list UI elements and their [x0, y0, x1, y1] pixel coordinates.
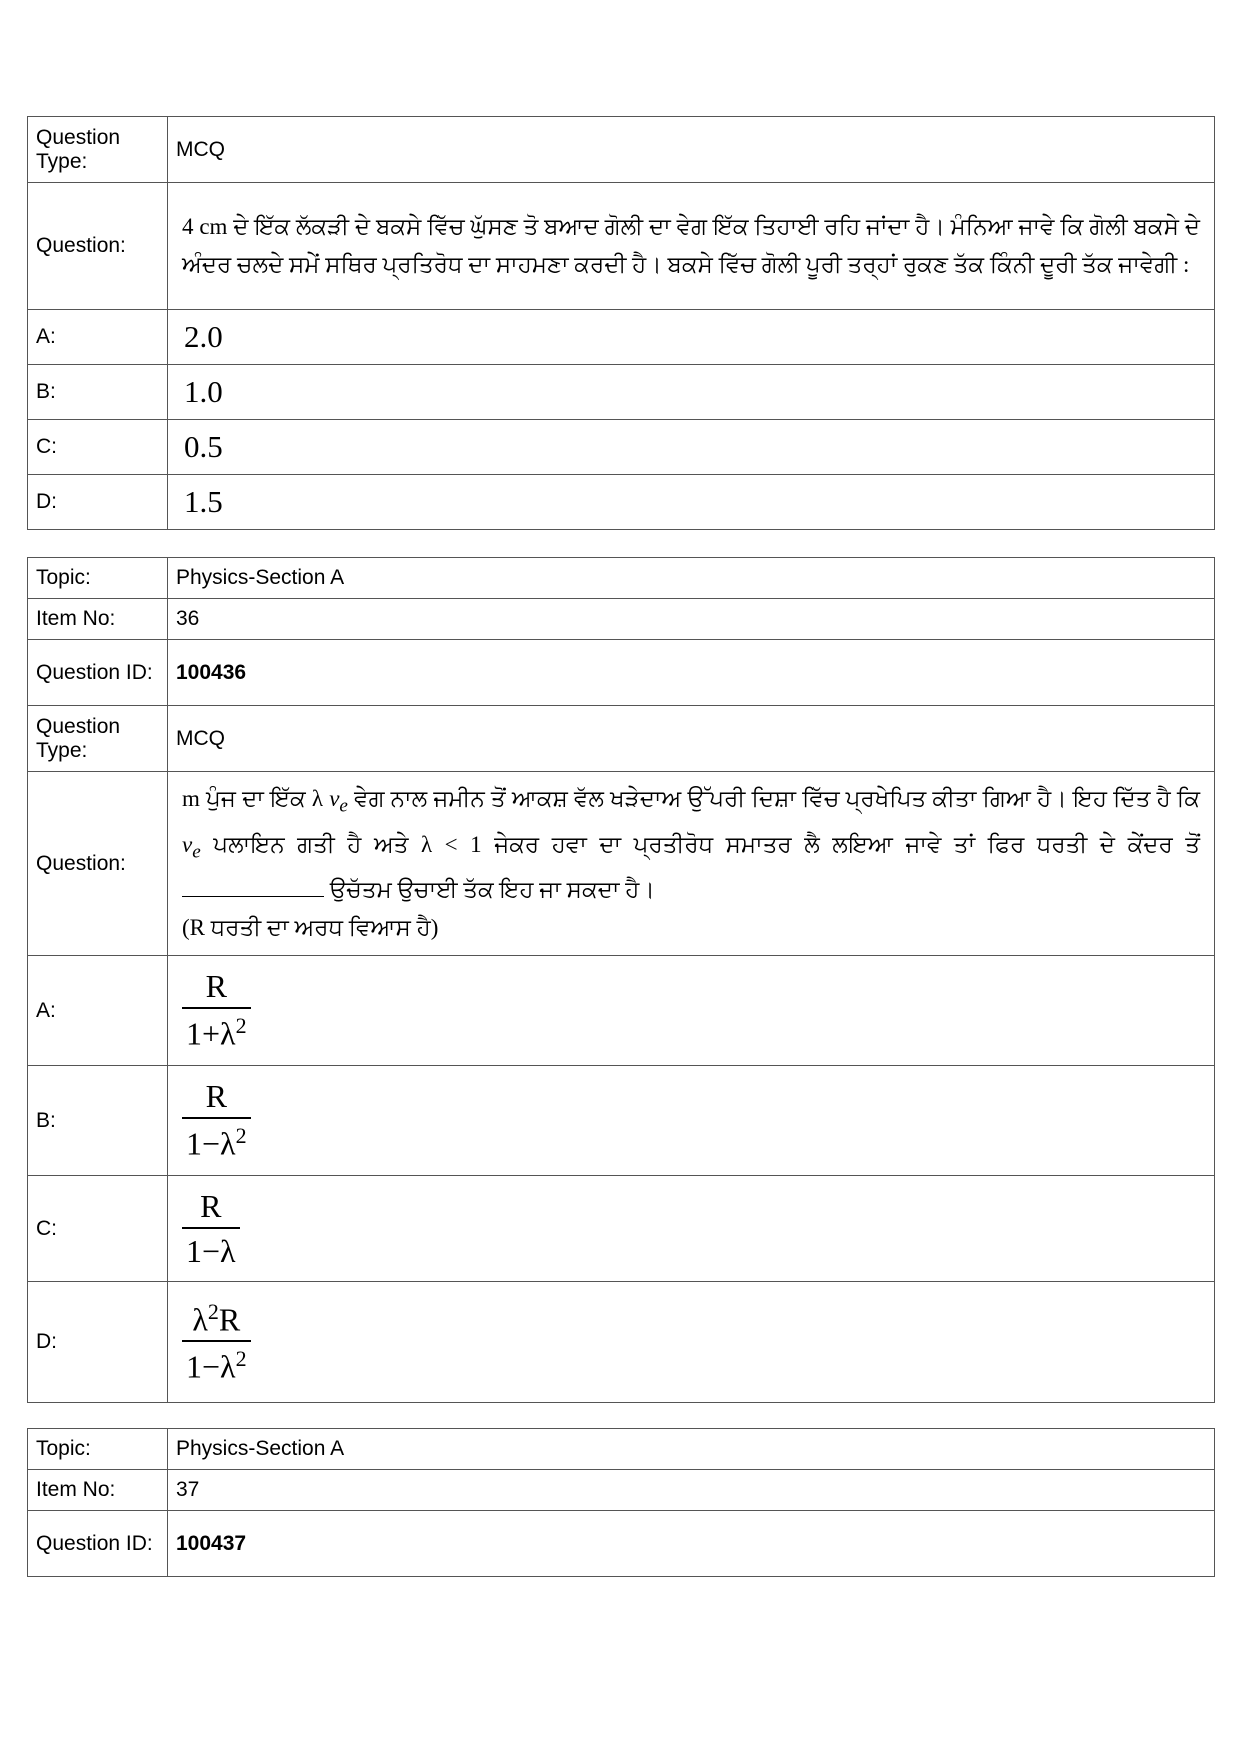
value-topic: Physics-Section A [168, 558, 1215, 599]
label-question: Question: [28, 183, 168, 310]
ve-letter: v [329, 786, 340, 811]
denominator [182, 1007, 251, 1053]
denominator-exponent: 2 [235, 1123, 247, 1149]
row-question-id [28, 1511, 1215, 1577]
ve-symbol [329, 786, 348, 817]
value-question-id: 100437 [168, 1511, 1215, 1577]
label-option-b: B: [28, 365, 168, 420]
row-item-no [28, 1470, 1215, 1511]
numerator [188, 1299, 244, 1341]
row-item-no [28, 599, 1215, 640]
value-question-type: MCQ [168, 706, 1215, 772]
question-table-3 [27, 1428, 1215, 1577]
denominator-exponent: 2 [235, 1013, 247, 1039]
value-question-id: 100436 [168, 640, 1215, 706]
label-question-type: Question Type: [28, 706, 168, 772]
question-table-1 [27, 116, 1215, 530]
ve-subscript: e [339, 795, 348, 817]
value-item-no: 36 [168, 599, 1215, 640]
fraction-d [182, 1299, 251, 1386]
label-item-no: Item No: [28, 599, 168, 640]
label-question-type: Question Type: [28, 117, 168, 183]
label-option-a: A: [28, 956, 168, 1066]
denominator-base: 1−λ [186, 1348, 236, 1385]
label-option-d: D: [28, 475, 168, 530]
label-topic: Topic: [28, 1429, 168, 1470]
denominator-exponent: 2 [235, 1346, 247, 1372]
row-option-d [28, 1282, 1215, 1403]
row-topic [28, 1429, 1215, 1470]
option-a-value: 2.0 [168, 310, 1215, 365]
label-question-id: Question ID: [28, 640, 168, 706]
numerator-exponent: 2 [207, 1298, 219, 1324]
denominator-base: 1+λ [186, 1016, 236, 1053]
numerator: R [205, 1078, 227, 1115]
label-option-a: A: [28, 310, 168, 365]
question-part-3: ਪਲਾਇਨ ਗਤੀ ਹੈ ਅਤੇ λ < 1 ਜੇਕਰ ਹਵਾ ਦਾ ਪ੍ਰਤੀਰੋਧ ਸਮਾਤਰ ਲੈ ਲਇਆ ਜਾਵੇ ਤਾਂ ਫਿਰ ਧਰਤੀ ਦੇ ਕੇਂਦਰ ਤੋਂ [213, 831, 1200, 857]
denominator: 1−λ [182, 1227, 240, 1270]
label-question: Question: [28, 772, 168, 956]
option-d-value: 1.5 [168, 475, 1215, 530]
row-question-type [28, 706, 1215, 772]
option-b-value [168, 1066, 1215, 1176]
value-topic: Physics-Section A [168, 1429, 1215, 1470]
numerator-tail: R [218, 1301, 241, 1338]
row-option-d [28, 475, 1215, 530]
question-note: (R ਧਰਤੀ ਦਾ ਅਰਧ ਵਿਆਸ ਹੈ) [182, 915, 439, 941]
question-text: 4 cm ਦੇ ਇੱਕ ਲੱਕੜੀ ਦੇ ਬਕਸੇ ਵਿੱਚ ਘੁੱਸਣ ਤੋ ਬਆਦ ਗੋਲੀ ਦਾ ਵੇਗ ਇੱਕ ਤਿਹਾਈ ਰਹਿ ਜਾਂਦਾ ਹੈ। ਮੰਨਿਆ ਜਾਵੇ ਕਿ ਗੋਲੀ ਬਕਸੇ ਦੇ ਅੰਦਰ ਚਲਦੇ ਸਮੇਂ ਸਥਿਰ ਪ੍ਰਤਿਰੋਧ ਦਾ ਸਾਹਮਣਾ ਕਰਦੀ ਹੈ। ਬਕਸੇ ਵਿੱਚ ਗੋਲੀ ਪੂਰੀ ਤਰ੍ਹਾਂ ਰੁਕਣ ਤੱਕ ਕਿੰਨੀ ਦੂਰੀ ਤੱਕ ਜਾਵੇਗੀ : [168, 183, 1215, 310]
row-option-c [28, 420, 1215, 475]
denominator [182, 1117, 251, 1163]
row-question [28, 183, 1215, 310]
denominator-base: 1−λ [186, 1126, 236, 1163]
row-question-id [28, 640, 1215, 706]
row-option-b [28, 365, 1215, 420]
fraction-a [182, 968, 251, 1053]
denominator [182, 1340, 251, 1386]
fraction-c [182, 1188, 240, 1270]
question-part-1: m ਪੁੰਜ ਦਾ ਇੱਕ λ [182, 786, 324, 811]
option-a-value [168, 956, 1215, 1066]
row-option-a [28, 310, 1215, 365]
numerator-base: λ [192, 1301, 208, 1338]
numerator: R [200, 1187, 222, 1224]
label-topic: Topic: [28, 558, 168, 599]
option-c-value [168, 1176, 1215, 1282]
label-option-d: D: [28, 1282, 168, 1403]
question-text [168, 772, 1215, 956]
question-part-2: ਵੇਗ ਨਾਲ ਜਮੀਨ ਤੋਂ ਆਕਸ਼ ਵੱਲ ਖੜੇਦਾਅ ਉੱਪਰੀ ਦਿਸ਼ਾ ਵਿੱਚ ਪ੍ਰਖੇਪਿਤ ਕੀਤਾ ਗਿਆ ਹੈ। ਇਹ ਦਿੱਤ ਹੈ ਕਿ [354, 786, 1201, 811]
value-question-type: MCQ [168, 117, 1215, 183]
row-option-a [28, 956, 1215, 1066]
label-question-id: Question ID: [28, 1511, 168, 1577]
answer-blank [182, 876, 324, 897]
row-question [28, 772, 1215, 956]
label-item-no: Item No: [28, 1470, 168, 1511]
ve-letter: v [182, 831, 193, 857]
option-b-value: 1.0 [168, 365, 1215, 420]
option-d-value [168, 1282, 1215, 1403]
value-item-no: 37 [168, 1470, 1215, 1511]
fraction-b [182, 1078, 251, 1163]
row-question-type [28, 117, 1215, 183]
row-option-c [28, 1176, 1215, 1282]
label-option-c: C: [28, 1176, 168, 1282]
ve-symbol-2 [182, 831, 201, 863]
label-option-b: B: [28, 1066, 168, 1176]
numerator: R [205, 968, 227, 1005]
question-table-2 [27, 557, 1215, 1403]
label-option-c: C: [28, 420, 168, 475]
row-topic [28, 558, 1215, 599]
row-option-b [28, 1066, 1215, 1176]
option-c-value: 0.5 [168, 420, 1215, 475]
question-part-4: ਉਚੱਤਮ ਉਚਾਈ ਤੱਕ ਇਹ ਜਾ ਸਕਦਾ ਹੈ। [329, 877, 655, 903]
ve-subscript: e [192, 841, 201, 863]
